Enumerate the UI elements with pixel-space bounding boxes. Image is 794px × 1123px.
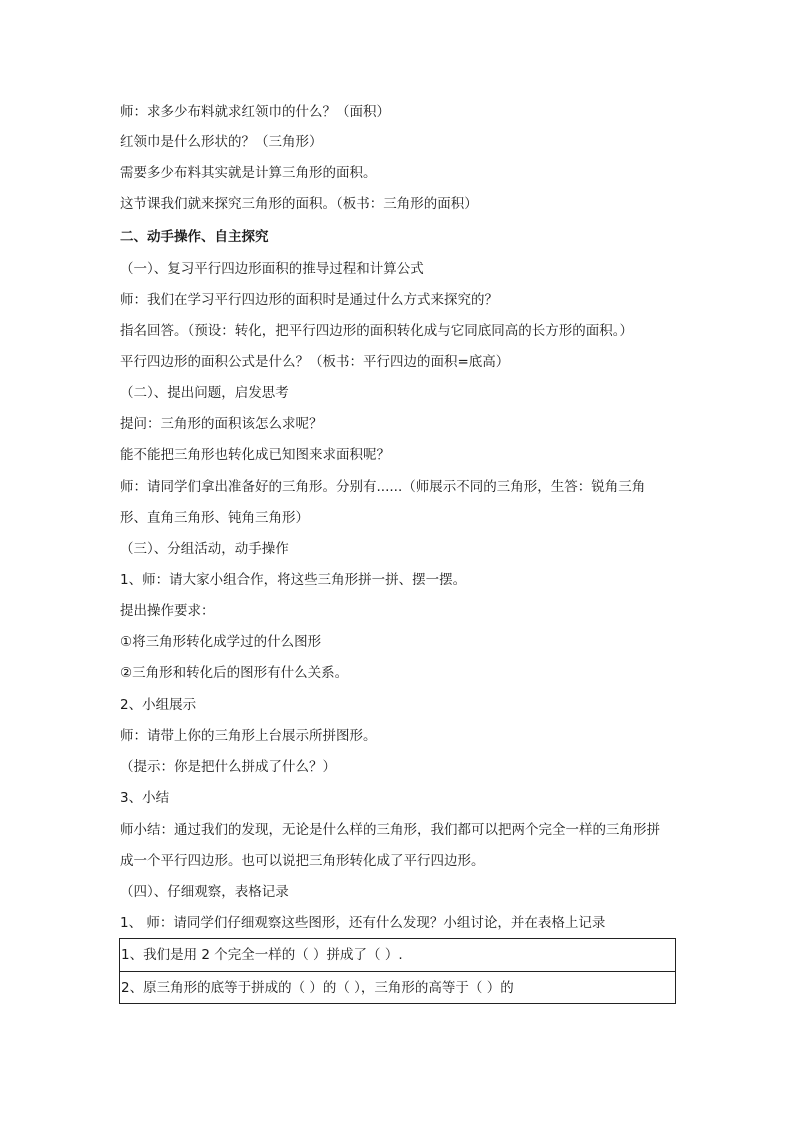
text-line: 师：求多少布料就求红领巾的什么？（面积） (120, 104, 390, 120)
text-line: 师：请同学们拿出准备好的三角形。分别有......（师展示不同的三角形，生答：锐角三角 (120, 479, 646, 495)
text-line: 需要多少布料其实就是计算三角形的面积。 (120, 165, 377, 181)
text-line: 平行四边形的面积公式是什么？（板书：平行四边的面积=底高） (120, 354, 510, 370)
list-item: ②三角形和转化后的图形有什么关系。 (120, 665, 349, 681)
subsection-heading: （三）、分组活动，动手操作 (120, 541, 289, 557)
text-line: 师：我们在学习平行四边形的面积时是通过什么方式来探究的？ (120, 292, 498, 308)
record-table (119, 938, 676, 1004)
text-line: 能不能把三角形也转化成已知图来求面积呢？ (120, 447, 390, 463)
section-heading: 二、动手操作、自主探究 (120, 229, 269, 245)
subsection-heading: （一）、复习平行四边形面积的推导过程和计算公式 (120, 261, 424, 277)
list-item: ①将三角形转化成学过的什么图形 (120, 634, 322, 650)
table-row: 2、原三角形的底等于拼成的（ ）的（ ），三角形的高等于（ ）的 (121, 980, 514, 996)
text-line: 3、小结 (120, 790, 170, 806)
text-line: 红领巾是什么形状的？（三角形） (120, 134, 323, 150)
text-line: 成一个平行四边形。也可以说把三角形转化成了平行四边形。 (120, 853, 485, 869)
text-line: 2、小组展示 (120, 697, 197, 713)
table-row: 1、我们是用 2 个完全一样的（ ）拼成了（ ）. (120, 939, 675, 972)
subsection-heading: （四）、仔细观察，表格记录 (120, 884, 289, 900)
text-line: 提问：三角形的面积该怎么求呢？ (120, 416, 323, 432)
text-line: 形、直角三角形、钝角三角形） (120, 510, 309, 526)
text-line: （提示：你是把什么拼成了什么？） (120, 759, 336, 775)
text-line: 1、师：请大家小组合作，将这些三角形拼一拼、摆一摆。 (120, 572, 467, 588)
text-line: 师：请带上你的三角形上台展示所拼图形。 (120, 728, 377, 744)
text-line: 师小结：通过我们的发现，无论是什么样的三角形，我们都可以把两个完全一样的三角形拼 (120, 822, 660, 838)
subsection-heading: （二）、提出问题，启发思考 (120, 385, 289, 401)
text-line: 指名回答。（预设：转化，把平行四边形的面积转化成与它同底同高的长方形的面积。） (120, 323, 633, 339)
text-line: 这节课我们就来探究三角形的面积。（板书：三角形的面积） (120, 196, 478, 212)
text-line: 1、 师：请同学们仔细观察这些图形，还有什么发现？小组讨论，并在表格上记录 (120, 915, 606, 931)
text-line: 提出操作要求： (120, 603, 215, 619)
